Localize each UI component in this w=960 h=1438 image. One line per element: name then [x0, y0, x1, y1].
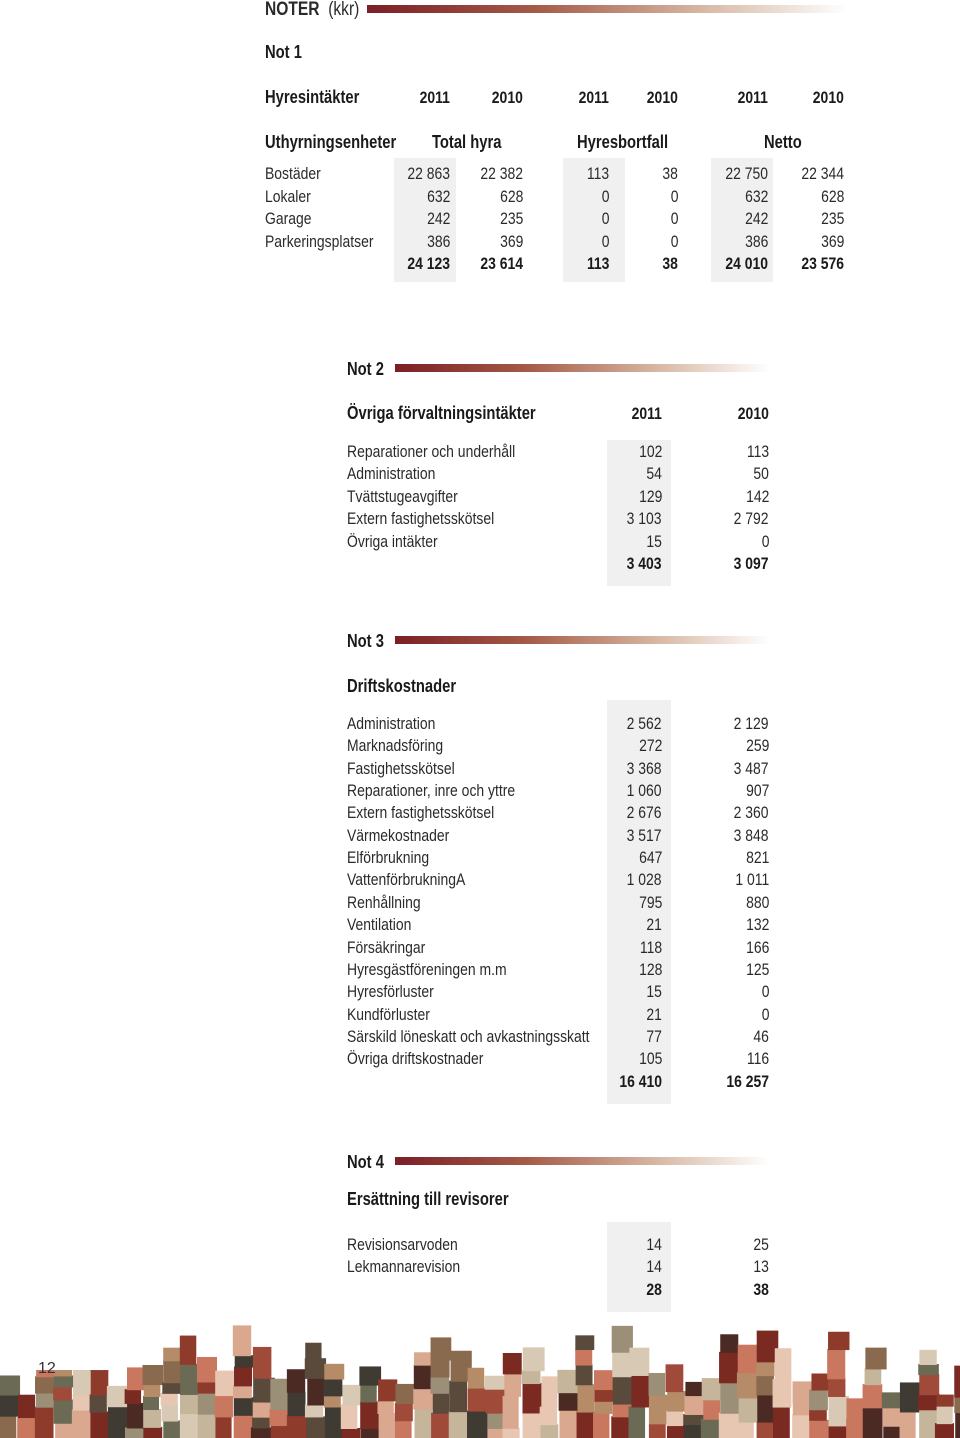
mosaic-block	[829, 1396, 849, 1426]
not3-cell: 15	[646, 982, 662, 1002]
mosaic-block	[35, 1407, 54, 1438]
mosaic-block	[809, 1409, 827, 1421]
mosaic-block	[234, 1367, 252, 1387]
mosaic-block	[162, 1382, 181, 1394]
mosaic-block	[954, 1366, 960, 1398]
not3-cell: 259	[745, 736, 769, 756]
not2-cell: 15	[646, 531, 662, 551]
not1-cell: 628	[820, 186, 844, 206]
not4-cell: 14	[646, 1235, 662, 1254]
mosaic-block	[827, 1349, 845, 1379]
mosaic-block	[305, 1404, 323, 1417]
mosaic-block	[415, 1408, 433, 1438]
mosaic-block	[215, 1371, 235, 1396]
not3-cell: 125	[745, 959, 769, 979]
mosaic-block	[431, 1377, 450, 1394]
mosaic-block	[756, 1361, 774, 1376]
not3-cell: 1 028	[627, 870, 662, 890]
mosaic-block	[468, 1368, 485, 1389]
mosaic-block	[144, 1384, 161, 1397]
not1-cell: 628	[499, 186, 523, 206]
not3-cell: 821	[745, 848, 769, 868]
not1-cell: 0	[670, 186, 678, 206]
mosaic-block	[414, 1352, 433, 1365]
not4-total-cell: 28	[646, 1279, 662, 1299]
not2-title: Not 2	[347, 359, 384, 379]
mosaic-block	[288, 1392, 306, 1416]
not1-total-cell: 38	[662, 254, 678, 273]
mosaic-block	[738, 1345, 757, 1374]
not4-cell: 13	[753, 1257, 769, 1277]
mosaic-block	[342, 1428, 361, 1438]
not3-total-cell: 16 257	[726, 1071, 769, 1091]
mosaic-block	[143, 1396, 159, 1410]
not3-heading: Driftskostnader	[347, 676, 457, 696]
not1-row-label: Parkeringsplatser	[265, 231, 374, 251]
mosaic-block	[863, 1407, 883, 1438]
mosaic-block	[919, 1350, 936, 1365]
not3-cell: 795	[638, 892, 662, 912]
not1-cell: 22 750	[725, 164, 768, 183]
mosaic-block	[324, 1395, 341, 1407]
mosaic-block	[180, 1394, 200, 1414]
mosaic-block	[685, 1382, 701, 1396]
not1-year-row	[0, 87, 960, 109]
not1-col-label: Uthyrningsenheter	[265, 132, 397, 152]
mosaic-block	[559, 1392, 578, 1411]
mosaic-block	[540, 1407, 557, 1426]
not3-row-label: Renhållning	[347, 892, 421, 912]
mosaic-block	[414, 1365, 433, 1390]
not3-row-label: Marknadsföring	[347, 736, 444, 756]
mosaic-block	[287, 1369, 305, 1392]
mosaic-block	[161, 1393, 178, 1406]
not3-accent-bar	[395, 636, 770, 644]
not1-cell: 242	[744, 209, 768, 228]
not1-cell: 0	[670, 231, 678, 251]
mosaic-block	[125, 1427, 145, 1438]
mosaic-block	[323, 1379, 342, 1397]
not1-heading: Hyresintäkter	[265, 87, 360, 107]
not3-row-label: Kundförluster	[347, 1004, 430, 1024]
not2-cell: 129	[638, 486, 662, 506]
not3-cell: 3 487	[734, 758, 769, 778]
mosaic-block	[541, 1376, 557, 1407]
not3-cell: 132	[745, 915, 769, 935]
not3-cell: 3 517	[627, 825, 662, 845]
not1-cell: 38	[662, 164, 678, 183]
mosaic-block	[487, 1413, 504, 1429]
mosaic-block	[107, 1386, 128, 1407]
mosaic-block	[809, 1390, 828, 1411]
not2-row-label: Reparationer och underhåll	[347, 442, 516, 461]
not1-year: 2011	[737, 88, 768, 107]
mosaic-block	[0, 1375, 20, 1395]
mosaic-block	[649, 1373, 666, 1396]
not3-cell: 21	[646, 915, 662, 935]
mosaic-block	[793, 1403, 812, 1415]
mosaic-block	[594, 1370, 614, 1390]
not1-total-cell: 24 010	[725, 254, 768, 273]
mosaic-block	[91, 1369, 109, 1395]
mosaic-block	[882, 1392, 903, 1408]
mosaic-block	[594, 1389, 615, 1402]
not3-cell: 3 848	[734, 825, 769, 845]
mosaic-block	[935, 1423, 954, 1438]
mosaic-block	[809, 1420, 829, 1438]
mosaic-block	[252, 1417, 270, 1429]
not3-cell: 2 562	[627, 714, 662, 733]
mosaic-block	[433, 1393, 449, 1414]
mosaic-block	[215, 1416, 231, 1438]
not4-row-label: Revisionsarvoden	[347, 1235, 458, 1254]
mosaic-block	[431, 1413, 451, 1438]
not3-cell: 46	[753, 1026, 769, 1046]
not1-row-label: Lokaler	[265, 186, 311, 206]
not2-accent-bar	[395, 364, 770, 372]
mosaic-block	[90, 1394, 107, 1412]
mosaic-block	[719, 1352, 740, 1383]
mosaic-block	[125, 1389, 141, 1404]
not3-cell: 2 676	[627, 803, 662, 823]
mosaic-block	[773, 1379, 792, 1407]
not1-group-bortfall: Hyresbortfall	[577, 132, 669, 152]
not1-year: 2010	[812, 88, 844, 107]
not1-cell: 242	[426, 209, 450, 228]
not1-row-label: Bostäder	[265, 164, 321, 183]
mosaic-block	[180, 1336, 196, 1365]
mosaic-block	[163, 1360, 182, 1383]
mosaic-block	[36, 1393, 55, 1408]
mosaic-block	[53, 1386, 72, 1400]
mosaic-block	[73, 1394, 90, 1410]
not3-row-label: Fastighetsskötsel	[347, 758, 455, 778]
mosaic-block	[215, 1395, 233, 1417]
not1-row-label: Garage	[265, 209, 312, 228]
mosaic-block	[557, 1370, 578, 1393]
not3-cell: 21	[646, 1004, 662, 1024]
mosaic-block	[359, 1366, 381, 1385]
not1-year: 2011	[419, 88, 450, 107]
mosaic-block	[737, 1372, 758, 1398]
not2-total-cell: 3 403	[627, 554, 662, 573]
not1-title: Not 1	[265, 42, 302, 62]
mosaic-block	[162, 1405, 178, 1422]
mosaic-block	[937, 1406, 953, 1424]
not3-cell: 3 368	[627, 758, 662, 778]
mosaic-block	[431, 1359, 450, 1377]
not1-group-total: Total hyra	[432, 132, 502, 152]
mosaic-block	[0, 1416, 16, 1438]
not3-row-label: Reparationer, inre och yttre	[347, 781, 516, 801]
mosaic-block	[90, 1412, 109, 1438]
mosaic-block	[378, 1379, 397, 1401]
mosaic-block	[575, 1349, 592, 1366]
not1-cell: 235	[820, 209, 844, 228]
mosaic-block	[55, 1423, 74, 1438]
mosaic-block	[253, 1402, 272, 1418]
not1-group-netto: Netto	[764, 132, 802, 152]
mosaic-block	[234, 1397, 255, 1416]
mosaic-block	[503, 1353, 522, 1374]
mosaic-block	[233, 1325, 251, 1356]
mosaic-block	[720, 1334, 738, 1353]
not1-cell: 632	[426, 186, 450, 206]
not1-cell: 369	[820, 231, 844, 251]
not1-total-cell: 24 123	[407, 254, 450, 273]
mosaic-block	[593, 1413, 609, 1438]
mosaic-block	[17, 1417, 37, 1438]
not4-cell: 25	[753, 1235, 769, 1254]
not2-year: 2011	[631, 404, 662, 423]
not4-title: Not 4	[347, 1152, 384, 1172]
mosaic-block	[775, 1348, 792, 1380]
not3-row-label: Elförbrukning	[347, 848, 430, 868]
mosaic-block	[307, 1378, 326, 1406]
not3-cell: 2 129	[734, 714, 769, 733]
not2-year: 2010	[737, 404, 769, 423]
mosaic-block	[757, 1422, 776, 1438]
mosaic-block	[0, 1395, 20, 1417]
not3-row-label: Ventilation	[347, 915, 412, 935]
mosaic-block	[865, 1348, 886, 1370]
mosaic-block	[467, 1411, 488, 1438]
mosaic-block	[143, 1365, 164, 1385]
mosaic-block	[703, 1399, 720, 1419]
not1-total-cell: 23 576	[801, 254, 844, 273]
mosaic-block	[287, 1415, 307, 1438]
mosaic-block	[360, 1385, 376, 1403]
mosaic-block	[143, 1427, 162, 1438]
not3-cell: 116	[746, 1049, 769, 1069]
not3-cell: 0	[761, 982, 769, 1002]
mosaic-block	[270, 1409, 288, 1426]
not3-row-label: Hyresgästföreningen m.m	[347, 959, 507, 979]
not2-cell: 142	[745, 486, 769, 506]
mosaic-block	[756, 1375, 774, 1395]
mosaic-block	[541, 1424, 559, 1438]
not3-row-label: Särskild löneskatt och avkastningsskatt	[347, 1026, 590, 1046]
mosaic-block	[649, 1423, 666, 1438]
not2-cell: 54	[646, 464, 662, 484]
mosaic-block	[667, 1391, 686, 1411]
mosaic-block	[197, 1357, 217, 1382]
mosaic-block	[613, 1376, 634, 1404]
mosaic-block	[503, 1396, 519, 1429]
mosaic-block	[143, 1409, 161, 1428]
not3-row-label: Extern fastighetsskötsel	[347, 803, 495, 823]
mosaic-block	[937, 1395, 954, 1407]
mosaic-block	[305, 1343, 321, 1359]
mosaic-block	[629, 1406, 646, 1438]
mosaic-block	[523, 1347, 545, 1371]
not3-cell: 1 060	[627, 781, 662, 801]
not3-cell: 880	[745, 892, 769, 912]
mosaic-block	[719, 1413, 739, 1438]
mosaic-block	[919, 1374, 939, 1395]
mosaic-block	[253, 1347, 271, 1379]
not2-cell: 2 792	[734, 509, 769, 529]
not4-accent-bar	[395, 1157, 770, 1165]
not2-cell: 3 103	[627, 509, 662, 529]
not1-cell: 0	[601, 186, 609, 206]
not3-row-label: VattenförbrukningA	[347, 870, 466, 890]
mosaic-block	[341, 1404, 358, 1429]
mosaic-block	[863, 1384, 883, 1408]
mosaic-block	[198, 1381, 217, 1393]
mosaic-block	[918, 1364, 939, 1375]
not1-cell: 386	[426, 231, 450, 251]
not3-cell: 77	[646, 1026, 662, 1046]
not1-cell: 113	[586, 164, 609, 183]
decorative-mosaic-footer	[0, 1300, 960, 1438]
mosaic-block	[684, 1424, 702, 1438]
mosaic-block	[521, 1370, 540, 1384]
mosaic-block	[773, 1407, 790, 1438]
not4-total-cell: 38	[753, 1279, 769, 1299]
mosaic-block	[54, 1375, 74, 1387]
not3-cell: 2 360	[734, 803, 769, 823]
mosaic-block	[883, 1407, 902, 1426]
mosaic-block	[792, 1414, 811, 1438]
not3-row-label: Försäkringar	[347, 937, 426, 957]
not3-cell: 166	[745, 937, 769, 957]
not1-cell: 0	[601, 209, 609, 228]
mosaic-block	[576, 1365, 593, 1386]
mosaic-block	[865, 1368, 882, 1385]
mosaic-block	[324, 1364, 344, 1380]
mosaic-block	[666, 1411, 683, 1426]
mosaic-block	[666, 1364, 684, 1392]
not3-cell: 1 011	[735, 870, 769, 890]
mosaic-block	[629, 1348, 649, 1376]
not1-cell: 632	[744, 186, 768, 206]
mosaic-block	[739, 1397, 760, 1422]
not2-total-cell: 3 097	[734, 554, 769, 573]
not2-row-label: Administration	[347, 464, 436, 484]
not3-cell: 118	[639, 937, 662, 957]
header-title: NOTER	[265, 0, 320, 20]
not1-cell: 0	[670, 209, 678, 228]
mosaic-block	[900, 1382, 921, 1412]
not1-year: 2010	[491, 88, 523, 107]
mosaic-block	[954, 1397, 960, 1414]
mosaic-block	[449, 1381, 467, 1412]
not3-total-cell: 16 410	[619, 1071, 662, 1091]
not3-row-label: Övriga driftskostnader	[347, 1049, 484, 1069]
not1-cell: 22 344	[801, 164, 844, 183]
not2-cell: 50	[753, 464, 769, 484]
mosaic-block	[72, 1410, 91, 1438]
mosaic-block	[306, 1416, 326, 1438]
not4-row-label: Lekmannarevision	[347, 1257, 461, 1277]
not1-total-cell: 23 614	[480, 254, 523, 273]
mosaic-block	[54, 1399, 75, 1423]
mosaic-block	[631, 1375, 649, 1407]
mosaic-block	[251, 1427, 271, 1438]
page-number: 12	[38, 1360, 56, 1377]
not3-row-label: Värmekostnader	[347, 825, 450, 845]
not3-cell: 647	[638, 848, 662, 868]
mosaic-block	[235, 1355, 254, 1367]
mosaic-block	[900, 1411, 916, 1438]
mosaic-block	[611, 1416, 630, 1438]
mosaic-block	[503, 1428, 520, 1438]
mosaic-block	[395, 1403, 413, 1421]
not4-cell: 14	[646, 1257, 662, 1277]
not4-heading: Ersättning till revisorer	[347, 1189, 509, 1209]
not3-title: Not 3	[347, 631, 384, 651]
mosaic-block	[431, 1337, 452, 1360]
mosaic-block	[846, 1419, 863, 1438]
not3-row-label: Administration	[347, 714, 436, 733]
mosaic-block	[575, 1335, 594, 1350]
not2-cell: 102	[638, 442, 662, 461]
not2-row-label: Övriga intäkter	[347, 531, 438, 551]
mosaic-block	[468, 1388, 488, 1412]
mosaic-block	[395, 1384, 416, 1404]
not1-cell: 22 863	[407, 164, 450, 183]
mosaic-block	[485, 1376, 505, 1390]
mosaic-block	[377, 1400, 393, 1414]
mosaic-block	[18, 1395, 35, 1418]
header-accent-bar	[367, 5, 847, 13]
not1-cell: 369	[499, 231, 523, 251]
not2-row-label: Extern fastighetsskötsel	[347, 509, 495, 529]
mosaic-block	[594, 1401, 612, 1414]
mosaic-block	[829, 1425, 849, 1438]
not1-cell: 0	[601, 231, 609, 251]
mosaic-block	[828, 1332, 849, 1350]
mosaic-block	[127, 1403, 144, 1429]
header-unit: (kkr)	[328, 0, 360, 20]
not3-cell: 0	[761, 1004, 769, 1024]
not1-year: 2010	[646, 88, 678, 107]
mosaic-block	[379, 1413, 395, 1438]
not3-cell: 128	[638, 959, 662, 979]
not3-row-label: Hyresförluster	[347, 982, 434, 1002]
not2-row-label: Tvättstugeavgifter	[347, 486, 458, 506]
not1-cell: 235	[499, 209, 523, 228]
mosaic-block	[233, 1385, 252, 1398]
not2-cell: 0	[761, 531, 769, 551]
not3-cell: 907	[745, 781, 769, 801]
mosaic-block	[955, 1412, 960, 1438]
not2-cell: 113	[746, 442, 769, 461]
mosaic-block	[395, 1420, 412, 1438]
mosaic-block	[737, 1422, 754, 1438]
not3-cell: 105	[638, 1049, 662, 1069]
mosaic-block	[504, 1373, 521, 1396]
page-header	[265, 0, 380, 20]
not2-heading: Övriga förvaltningsintäkter	[347, 403, 536, 423]
not1-cell: 22 382	[480, 164, 523, 183]
mosaic-block	[305, 1358, 326, 1379]
mosaic-block	[577, 1384, 594, 1412]
not1-year: 2011	[578, 88, 609, 107]
not3-cell: 272	[638, 736, 662, 756]
not1-total-cell: 113	[586, 254, 609, 273]
mosaic-block	[701, 1419, 720, 1438]
mosaic-block	[828, 1378, 845, 1397]
not1-cell: 386	[744, 231, 768, 251]
mosaic-block	[793, 1381, 812, 1404]
